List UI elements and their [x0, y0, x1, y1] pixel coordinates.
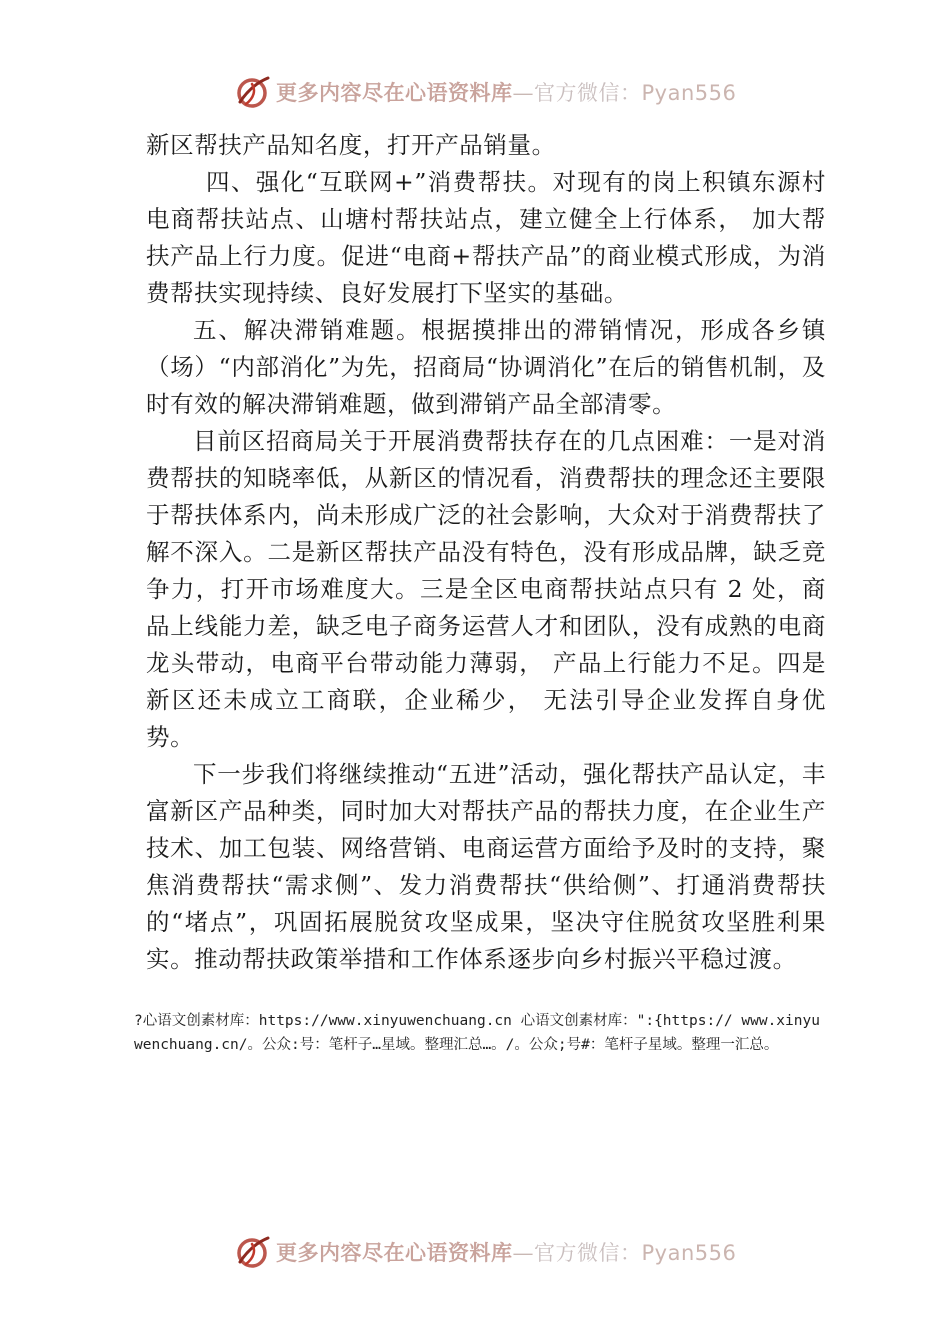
brush-logo-icon: [232, 72, 272, 112]
banner-text: [276, 77, 736, 107]
banner-wechat-id: Pyan556: [641, 81, 737, 105]
brush-logo-icon: [232, 1232, 272, 1272]
banner-wechat-id: Pyan556: [641, 1241, 737, 1265]
banner-dash: —: [512, 81, 534, 105]
source-footnote: ?心语文创素材库：https://www.xinyuwenchuang.cn 心语文创素材库：":{https:// www.xinyuwenchuang.cn/。公众:号：笔杆子…星域。整理汇总…。/。公众;号#：笔杆子星域。整理一汇总。: [134, 1013, 820, 1053]
banner-main-text: 更多内容尽在心语资料库: [276, 1240, 513, 1265]
banner-text: [276, 1237, 736, 1267]
paragraph-continuation: 新区帮扶产品知名度，打开产品销量。: [146, 131, 556, 159]
footer-banner: [232, 1230, 752, 1274]
banner-wechat-label: 官方微信：: [534, 81, 642, 105]
banner-wechat-label: 官方微信：: [534, 1241, 642, 1265]
banner-dash: —: [512, 1241, 534, 1265]
paragraph-internet-plus: 四、强化“互联网+”消费帮扶。对现有的岗上积镇东源村电商帮扶站点、山塘村帮扶站点，建立健全上行体系， 加大帮扶产品上行力度。促进“电商+帮扶产品”的商业模式形成，为消费帮扶实现持续、良好发展打下坚实的基础。: [146, 168, 826, 307]
header-banner: [232, 70, 752, 114]
paragraph-difficulties: 目前区招商局关于开展消费帮扶存在的几点困难：一是对消费帮扶的知晓率低，从新区的情况看，消费帮扶的理念还主要限于帮扶体系内，尚未形成广泛的社会影响，大众对于消费帮扶了解不深入。二是新区帮扶产品没有特色，没有形成品牌，缺乏竞争力，打开市场难度大。三是全区电商帮扶站点只有 2 处，商品上线能力差，缺乏电子商务运营人才和团队，没有成熟的电商龙头带动，电商平台带动能力薄弱， 产品上行能力不足。四是新区还未成立工商联，企业稀少， 无法引导企业发挥自身优势。: [146, 427, 826, 751]
document-body: [146, 127, 826, 978]
paragraph-next-steps: 下一步我们将继续推动“五进”活动，强化帮扶产品认定，丰富新区产品种类，同时加大对帮扶产品的帮扶力度，在企业生产技术、加工包装、网络营销、电商运营方面给予及时的支持，聚焦消费帮扶“需求侧”、发力消费帮扶“供给侧”、打通消费帮扶的“堵点”，巩固拓展脱贫攻坚成果，坚决守住脱贫攻坚胜利果实。推动帮扶政策举措和工作体系逐步向乡村振兴平稳过渡。: [146, 760, 826, 973]
banner-main-text: 更多内容尽在心语资料库: [276, 80, 513, 105]
paragraph-unsold-goods: 五、解决滞销难题。根据摸排出的滞销情况，形成各乡镇（场）“内部消化”为先，招商局“协调消化”在后的销售机制，及时有效的解决滞销难题，做到滞销产品全部清零。: [146, 316, 826, 418]
